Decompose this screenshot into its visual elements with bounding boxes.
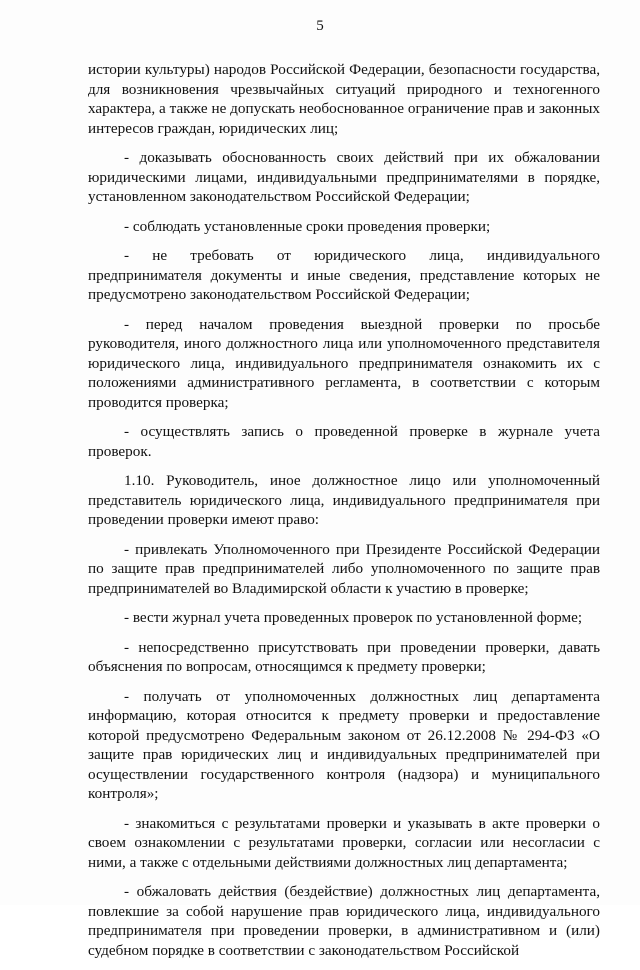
paragraph-keep-journal: - вести журнал учета проведенных проверок по установленной форме; <box>124 609 583 626</box>
paragraph-continuation: истории культуры) народов Российской Федерации, безопасности государства, для возникновения чрезвычайных ситуаций природного и техногенного характера, а также не допускать необоснованное ограничение прав и законных интересов граждан, юридических лиц; <box>88 61 600 137</box>
paragraph-section-1-10: 1.10. Руководитель, иное должностное лицо или уполномоченный представитель юридического лица, индивидуального предпринимателя при проведении проверки имеют право: <box>88 472 600 528</box>
paragraph-receive-information: - получать от уполномоченных должностных лиц департамента информацию, которая относится к предмету проверки и предоставление которой предусмотрено Федеральным законом от 26.12.2008 № 294-ФЗ «О защите прав юридических лиц и индивидуальных предпринимателей при осуществлении государственного контроля (надзора) и муниципального контроля»; <box>88 687 600 802</box>
paragraph-be-present: - непосредственно присутствовать при проведении проверки, давать объяснения по вопросам, относящимся к предмету проверки; <box>88 638 600 675</box>
paragraph-familiarize-regulation: - перед началом проведения выездной проверки по просьбе руководителя, иного должностного лица или уполномоченного представителя юридического лица, индивидуального предпринимателя ознакомить их с положениями административного регламента, в соответствии с которым проводится проверка; <box>88 315 600 411</box>
paragraph-justify-actions: - доказывать обоснованность своих действий при их обжаловании юридическими лицами, индивидуальными предпринимателями в порядке, установленном законодательством Российской Федерации; <box>88 149 600 205</box>
paragraph-appeal-actions: - обжаловать действия (бездействие) должностных лиц департамента, повлекшие за собой нарушение прав юридического лица, индивидуального предпринимателя при проведении проверки, в административном и (или) судебном порядке в соответствии с законодательством Российской <box>88 883 600 959</box>
paragraph-no-extra-documents: - не требовать от юридического лица, индивидуального предпринимателя документы и иные сведения, представление которых не предусмотрено законодательством Российской Федерации; <box>88 247 600 303</box>
paragraph-journal-entry: - осуществлять запись о проведенной проверке в журнале учета проверок. <box>88 423 600 460</box>
page-number: 5 <box>316 18 324 34</box>
document-body <box>88 60 600 970</box>
paragraph-observe-deadlines: - соблюдать установленные сроки проведения проверки; <box>124 217 491 235</box>
paragraph-involve-ombudsman: - привлекать Уполномоченного при Президенте Российской Федерации по защите прав предпринимателей либо уполномоченного по защите прав предпринимателей во Владимирской области к участию в проверке; <box>88 540 600 597</box>
paragraph-review-results: - знакомиться с результатами проверки и указывать в акте проверки о своем ознакомлении с результатами проверки, согласии или несогласии с ними, а также с отдельными действиями должностных лиц департамента; <box>88 814 600 871</box>
